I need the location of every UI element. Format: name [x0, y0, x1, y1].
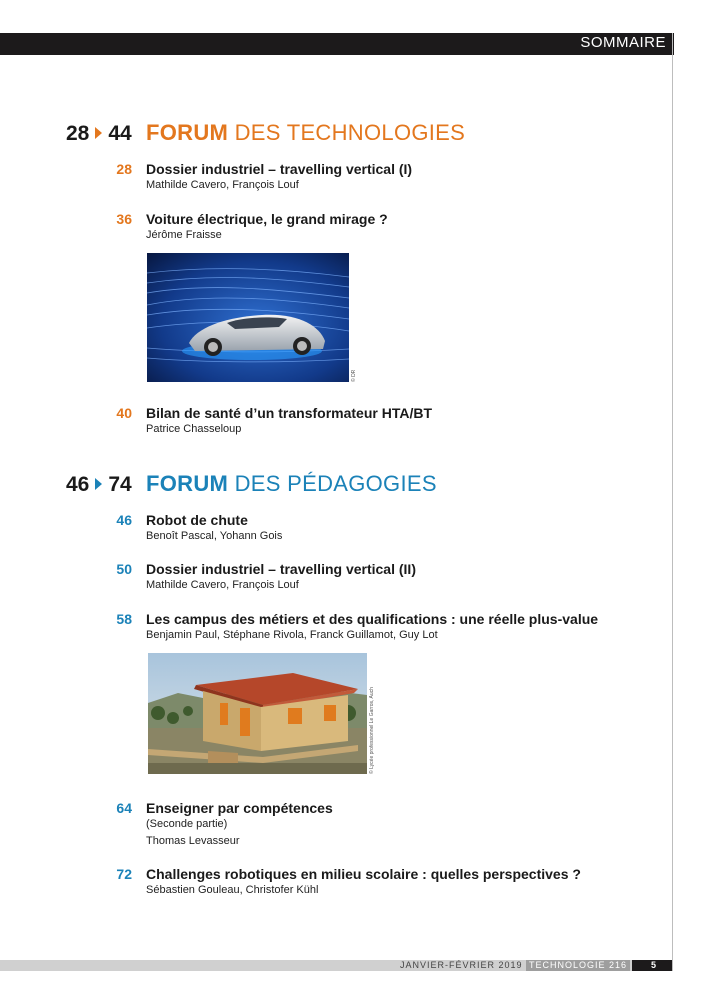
entry-page-number: 46: [116, 512, 132, 528]
magazine-issue: TECHNOLOGIE 216: [526, 960, 630, 971]
entry-authors: Mathilde Cavero, François Louf: [146, 179, 299, 191]
entry-authors: Patrice Chasseloup: [146, 423, 242, 435]
range-start: 46: [66, 473, 90, 496]
section-pedagogies-heading: [0, 471, 672, 501]
page-range: [66, 473, 132, 497]
section-title: [146, 471, 437, 497]
entry-page-number: 64: [116, 800, 132, 816]
entry-page-number: 50: [116, 561, 132, 577]
range-end: 74: [108, 473, 132, 496]
section-title-rest: DES TECHNOLOGIES: [228, 120, 466, 145]
forum-word: FORUM: [146, 471, 229, 496]
forum-word: FORUM: [146, 120, 229, 145]
issue-date: JANVIER-FÉVRIER 2019: [400, 960, 523, 970]
header-bar: [0, 33, 674, 55]
entry-title: Dossier industriel – travelling vertical (I): [146, 161, 413, 177]
entry-title: Enseigner par compétences: [146, 800, 333, 816]
arrow-right-icon: [95, 478, 102, 490]
section-label: SOMMAIRE: [580, 34, 666, 51]
entry-authors: Thomas Levasseur: [146, 835, 240, 847]
entry-title: Voiture électrique, le grand mirage ?: [146, 211, 388, 227]
entry-authors: Mathilde Cavero, François Louf: [146, 579, 299, 591]
entry-title: Dossier industriel – travelling vertical (II): [146, 561, 416, 577]
section-title: [146, 120, 465, 146]
entry-title: Robot de chute: [146, 512, 248, 528]
entry-authors: Jérôme Fraisse: [146, 229, 222, 241]
entry-page-number: 58: [116, 611, 132, 627]
page-edge-rule: [672, 33, 673, 971]
entry-title: Challenges robotiques en milieu scolaire : quelles perspectives ?: [146, 866, 581, 882]
section-technologies-heading: [0, 120, 672, 150]
car-wind-tunnel-image: [147, 253, 349, 382]
photo-credit: © Lycée professionnel Le Garros, Auch: [369, 687, 375, 774]
entry-page-number: 36: [116, 211, 132, 227]
electric-car-photo: [147, 253, 349, 382]
section-title-rest: DES PÉDAGOGIES: [228, 471, 437, 496]
photo-credit: © DR: [351, 369, 357, 382]
entry-page-number: 28: [116, 161, 132, 177]
entry-page-number: 40: [116, 405, 132, 421]
folio-box: [632, 960, 672, 971]
arrow-right-icon: [95, 127, 102, 139]
entry-authors: Sébastien Gouleau, Christofer Kühl: [146, 884, 319, 896]
wooden-house-photo: [148, 653, 367, 774]
entry-authors: Benoît Pascal, Yohann Gois: [146, 530, 283, 542]
entry-authors: Benjamin Paul, Stéphane Rivola, Franck Guillamot, Guy Lot: [146, 629, 438, 641]
entry-title: Bilan de santé d’un transformateur HTA/BT: [146, 405, 432, 421]
range-start: 28: [66, 122, 90, 145]
entry-page-number: 72: [116, 866, 132, 882]
entry-title: Les campus des métiers et des qualifications : une réelle plus-value: [146, 611, 599, 627]
page-range: [66, 122, 132, 146]
entry-subtitle: (Seconde partie): [146, 818, 228, 830]
page-number: 5: [650, 960, 656, 970]
house-image: [148, 653, 367, 774]
range-end: 44: [108, 122, 132, 145]
